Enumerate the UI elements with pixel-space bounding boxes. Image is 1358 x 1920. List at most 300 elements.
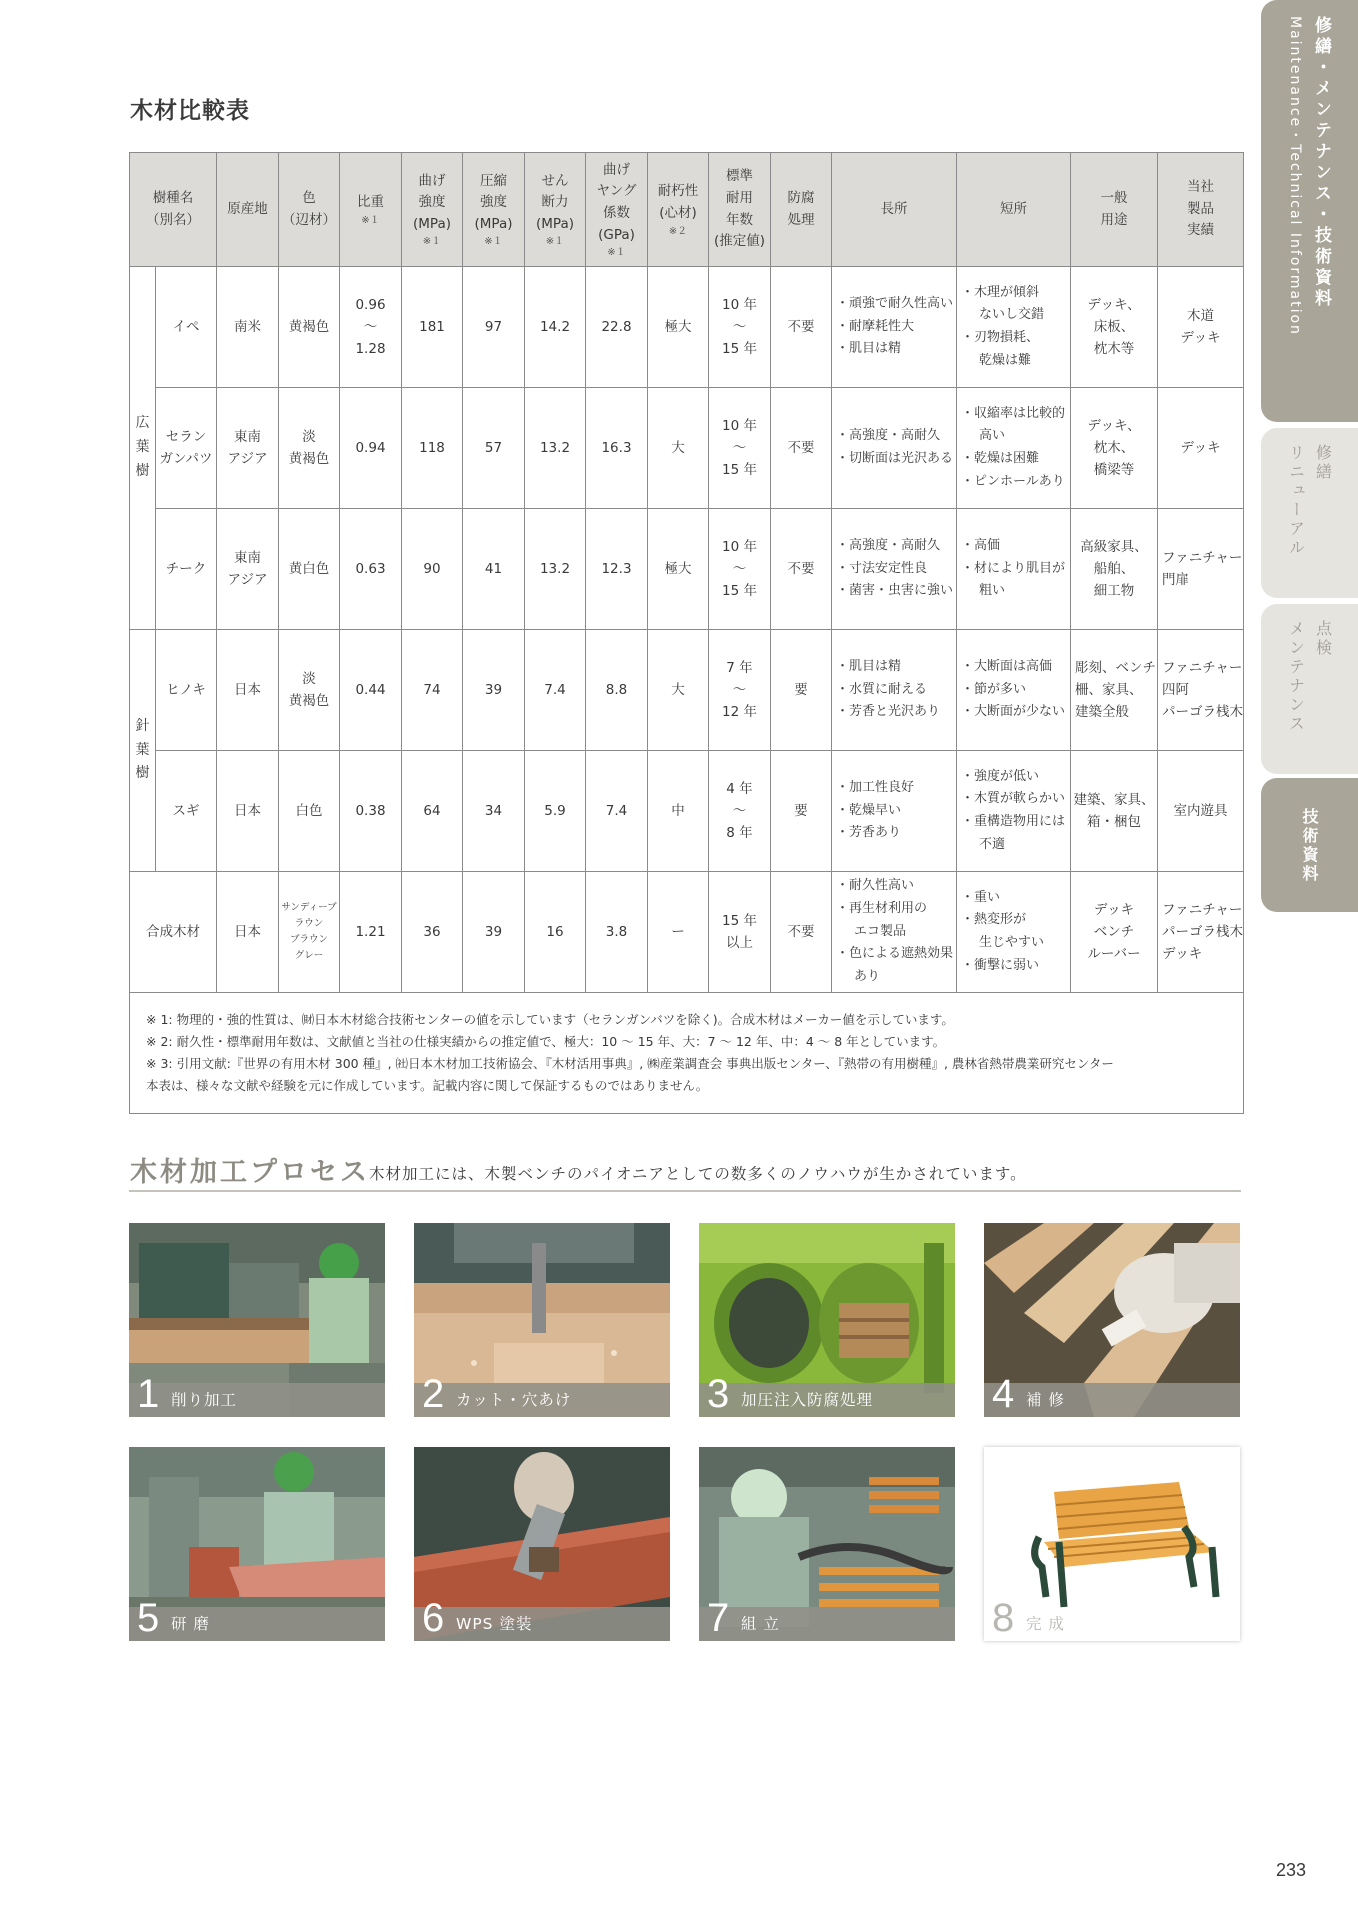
- preservative: 要: [771, 630, 832, 751]
- general-uses: [1071, 267, 1158, 388]
- cell-line: あり: [854, 969, 881, 985]
- note-4: 本表は、様々な文献や経験を元に作成しています。記載内容に関して保証するものではありません。: [146, 1077, 709, 1093]
- cell-line: デッキ: [1162, 946, 1203, 963]
- cell-line: グレー: [294, 950, 324, 962]
- process-photo-coating: [414, 1447, 670, 1641]
- header-line: (MPa): [536, 215, 574, 232]
- cell-line: ・大断面が少ない: [961, 704, 1066, 720]
- step-label: 組 立: [741, 1615, 780, 1633]
- gravity: [340, 388, 402, 509]
- cell-line: 生じやすい: [979, 935, 1045, 950]
- category-char: 葉: [135, 741, 150, 758]
- cell-line: 7 年: [726, 659, 753, 676]
- cell-line: 床板、: [1093, 318, 1135, 335]
- cell-line: 高級家具、: [1080, 538, 1148, 555]
- bending-value: 74: [402, 630, 463, 751]
- cell-line: ・色による遮熱効果: [836, 946, 954, 962]
- category-char: 葉: [135, 439, 150, 456]
- header-shear: [525, 153, 586, 267]
- tab-label: メンテナンス: [1286, 620, 1306, 734]
- cell-line: 15 年: [722, 912, 757, 929]
- header-line: 樹種名: [152, 189, 194, 206]
- step-label: 補 修: [1026, 1391, 1065, 1409]
- cell-line: ・耐久性高い: [836, 878, 915, 894]
- cell-line: アジア: [227, 451, 268, 467]
- company-record: [1158, 509, 1244, 630]
- wood-comparison-table: [129, 152, 1244, 1114]
- cell-line: 0.94: [355, 439, 386, 456]
- tab-title: 修繕・メンテナンス・技術資料: [1311, 16, 1331, 310]
- cell-line: セラン: [165, 428, 207, 445]
- cell-line: ・重い: [961, 889, 1001, 905]
- cell-line: 橋梁等: [1093, 462, 1135, 479]
- cell-line: ・再生材利用の: [836, 900, 928, 916]
- cell-line: 高い: [979, 428, 1006, 444]
- service-life: [709, 751, 771, 872]
- wood-color: [279, 509, 340, 630]
- cell-line: 合成木材: [146, 923, 200, 940]
- cell-line: ・肌目は精: [836, 341, 902, 357]
- header-line: 実績: [1187, 222, 1214, 239]
- cell-line: デッキ: [1180, 439, 1221, 456]
- cell-line: 白色: [295, 802, 323, 819]
- cell-line: スギ: [172, 802, 200, 819]
- origin: [217, 630, 279, 751]
- decay-value: 大: [648, 388, 709, 509]
- compress-value: 97: [463, 267, 525, 388]
- merits: [832, 872, 957, 993]
- cell-line: 細工物: [1093, 583, 1135, 600]
- header-line: (推定値): [713, 233, 766, 250]
- preservative: 要: [771, 751, 832, 872]
- cell-line: 以上: [726, 935, 753, 951]
- step-number: 3: [707, 1372, 730, 1416]
- cell-line: ・強度が低い: [961, 768, 1040, 784]
- cell-line: 日本: [234, 681, 261, 698]
- cell-line: ・乾燥早い: [836, 802, 902, 818]
- cell-line: 粗い: [979, 583, 1006, 599]
- cell-line: ・加工性良好: [836, 779, 915, 795]
- wood-color: [279, 751, 340, 872]
- process-photo-repair: [984, 1223, 1240, 1417]
- wood-color: [279, 872, 340, 993]
- shear-value: 5.9: [525, 751, 586, 872]
- tab-renewal[interactable]: [1261, 428, 1358, 598]
- general-uses: [1071, 388, 1158, 509]
- company-record: [1158, 630, 1244, 751]
- species-name: [156, 267, 217, 388]
- process-header: [129, 1150, 1241, 1192]
- cell-line: ～: [732, 439, 747, 456]
- origin: [217, 509, 279, 630]
- tab-label-small: 修繕: [1313, 444, 1333, 482]
- step-caption: [414, 1372, 670, 1417]
- gravity: [340, 630, 402, 751]
- demerits: [957, 630, 1071, 751]
- step-number: 8: [992, 1596, 1015, 1640]
- species-name: [156, 388, 217, 509]
- bending-value: 36: [402, 872, 463, 993]
- cell-line: 15 年: [722, 583, 757, 600]
- young-value: 7.4: [586, 751, 648, 872]
- cell-line: ヒノキ: [166, 681, 206, 698]
- cell-line: 東南: [234, 428, 261, 445]
- cell-line: 黄白色: [288, 560, 330, 577]
- header-line: 比重: [357, 194, 384, 211]
- header-preserve: [771, 153, 832, 267]
- header-line: (MPa): [474, 215, 513, 232]
- cell-line: 10 年: [722, 538, 757, 555]
- cell-line: 枕木等: [1093, 341, 1135, 358]
- merits: [832, 751, 957, 872]
- species-name: [156, 630, 217, 751]
- young-value: 12.3: [586, 509, 648, 630]
- shear-value: 13.2: [525, 388, 586, 509]
- cell-line: ・芳香と光沢あり: [836, 704, 941, 720]
- cell-line: ・重構造物用には: [961, 814, 1066, 829]
- header-decay: [648, 153, 709, 267]
- cell-line: 0.96: [355, 296, 386, 313]
- cell-line: サンディーブラウン: [281, 901, 337, 929]
- gravity: [340, 872, 402, 993]
- young-value: 16.3: [586, 388, 648, 509]
- step-number: 7: [707, 1596, 730, 1640]
- table-notes: [130, 993, 1244, 1114]
- company-record: [1158, 872, 1244, 993]
- step-label: 研 磨: [171, 1615, 210, 1633]
- origin: [217, 751, 279, 872]
- cell-line: ・水質に耐える: [836, 681, 928, 697]
- preservative: 不要: [771, 267, 832, 388]
- table-row: [130, 388, 1244, 509]
- cell-line: 8 年: [726, 825, 753, 842]
- cell-line: ～: [732, 560, 747, 577]
- gravity: [340, 267, 402, 388]
- cell-line: 黄褐色: [288, 318, 330, 335]
- header-color: [279, 153, 340, 267]
- species-name: [156, 751, 217, 872]
- header-line: (心材): [659, 205, 697, 221]
- cell-line: 南米: [234, 318, 261, 335]
- cell-line: 柵、家具、: [1075, 681, 1143, 698]
- note-3: ※ 3: 引用文献:『世界の有用木材 300 種』, ㈳日本木材加工技術協会、『木材活用事典』, ㈱産業調査会 事典出版センター、『熱帯の有用樹種』, 農林省熱帯農業研究センター: [146, 1055, 1114, 1071]
- species-name: [130, 872, 217, 993]
- merits: [832, 388, 957, 509]
- decay-value: ー: [648, 872, 709, 993]
- wood-color: [279, 388, 340, 509]
- shear-value: 16: [525, 872, 586, 993]
- general-uses: [1071, 630, 1158, 751]
- process-photo-pressure-treatment: [699, 1223, 955, 1417]
- step-number: 2: [422, 1372, 445, 1416]
- cell-line: ・高価: [961, 537, 1001, 553]
- header-line: 製品: [1187, 200, 1214, 217]
- tab-maintenance[interactable]: [1261, 604, 1358, 774]
- header-line: （別名）: [146, 211, 200, 228]
- service-life: [709, 388, 771, 509]
- process-title: 木材加工プロセス: [130, 1157, 370, 1188]
- step-number: 4: [992, 1372, 1015, 1416]
- cell-line: ～: [732, 681, 747, 698]
- tab-technical-data[interactable]: [1261, 778, 1358, 912]
- cell-line: ブラウン: [289, 934, 328, 945]
- page-number: 233: [1276, 1860, 1307, 1880]
- cell-line: 船舶、: [1093, 560, 1135, 577]
- table-title: 木材比較表: [130, 98, 250, 124]
- header-line: 一般: [1100, 189, 1128, 206]
- cell-line: デッキ、: [1087, 417, 1141, 434]
- cell-line: 0.63: [355, 560, 386, 577]
- process-photo-complete: [984, 1447, 1240, 1641]
- header-line: せん: [541, 172, 569, 189]
- wood-color: [279, 630, 340, 751]
- cell-line: 黄褐色: [288, 693, 330, 709]
- tab-subtitle: Maintenance・Technical Information: [1287, 16, 1303, 336]
- step-number: 6: [422, 1596, 445, 1640]
- header-line: 曲げ: [418, 172, 446, 189]
- process-photo-planing: [129, 1223, 385, 1417]
- species-name: [156, 509, 217, 630]
- header-line: (GPa): [598, 226, 635, 243]
- header-line: 色: [302, 189, 316, 206]
- cell-line: ・切断面は光沢ある: [836, 451, 954, 466]
- header-line: ※１: [545, 236, 565, 248]
- header-line: 当社: [1187, 179, 1214, 196]
- category-conifer: [130, 630, 156, 872]
- cell-line: 乾燥は難: [979, 352, 1032, 368]
- origin: [217, 267, 279, 388]
- gravity: [340, 509, 402, 630]
- table-row: [130, 751, 1244, 872]
- cell-line: ・熱変形が: [961, 912, 1027, 928]
- header-merits: 長所: [832, 153, 957, 267]
- cell-line: デッキ: [1180, 330, 1221, 346]
- demerits: [957, 872, 1071, 993]
- cell-line: エコ製品: [854, 923, 907, 939]
- header-compress: [463, 153, 525, 267]
- cell-line: 室内遊具: [1173, 802, 1228, 819]
- step-caption: [699, 1372, 955, 1417]
- origin: [217, 388, 279, 509]
- cell-line: 建築全般: [1075, 704, 1129, 721]
- origin: [217, 872, 279, 993]
- cell-line: ～: [732, 318, 747, 335]
- cell-line: ～: [732, 802, 747, 819]
- decay-value: 極大: [648, 509, 709, 630]
- cell-line: 建築、家具、: [1073, 791, 1155, 808]
- cell-line: ・ピンホールあり: [961, 473, 1065, 489]
- cell-line: 0.38: [355, 802, 386, 819]
- cell-line: 四阿: [1162, 681, 1189, 698]
- cell-line: 15 年: [722, 341, 757, 358]
- shear-value: 7.4: [525, 630, 586, 751]
- header-origin: 原産地: [217, 153, 279, 267]
- header-line: 用途: [1100, 211, 1128, 228]
- cell-line: 10 年: [722, 296, 757, 313]
- general-uses: [1071, 872, 1158, 993]
- process-photo-cutting: [414, 1223, 670, 1417]
- note-1: ※ 1: 物理的・強的性質は、㈶日本木材総合技術センターの値を示しています（セランガンバツを除く)。合成木材はメーカー値を示しています。: [146, 1012, 954, 1027]
- cell-line: ・頑強で耐久性高い: [836, 295, 954, 311]
- header-line: (MPa): [413, 215, 451, 232]
- header-line: ※１: [361, 214, 380, 226]
- process-photo-sanding: [129, 1447, 385, 1641]
- cell-line: 0.44: [355, 681, 386, 698]
- header-line: 圧縮: [480, 172, 507, 189]
- cell-line: ・大断面は高価: [961, 658, 1053, 674]
- cell-line: ～: [363, 318, 378, 335]
- header-line: ヤング: [596, 183, 637, 200]
- merits: [832, 267, 957, 388]
- step-caption: [129, 1372, 385, 1417]
- cell-line: アジア: [227, 572, 268, 588]
- header-line: 耐用: [726, 189, 753, 206]
- cell-line: 15 年: [722, 462, 757, 479]
- cell-line: 不適: [979, 836, 1006, 852]
- cell-line: 彫刻、ベンチ: [1075, 659, 1156, 676]
- young-value: 22.8: [586, 267, 648, 388]
- demerits: [957, 751, 1071, 872]
- cell-line: ガンパツ: [159, 451, 213, 467]
- category-char: 針: [135, 717, 150, 734]
- cell-line: 箱・梱包: [1087, 814, 1141, 830]
- merits: [832, 630, 957, 751]
- header-uses: [1071, 153, 1158, 267]
- company-record: [1158, 267, 1244, 388]
- shear-value: 14.2: [525, 267, 586, 388]
- cell-line: 1.21: [355, 923, 386, 940]
- compress-value: 41: [463, 509, 525, 630]
- step-label: 完 成: [1026, 1615, 1065, 1633]
- header-line: 処理: [787, 211, 815, 228]
- cell-line: 日本: [234, 802, 261, 819]
- cell-line: チーク: [165, 560, 207, 577]
- bending-value: 118: [402, 388, 463, 509]
- cell-line: ・衝撃に弱い: [961, 957, 1040, 973]
- decay-value: 中: [648, 751, 709, 872]
- cell-line: 枕木、: [1093, 439, 1135, 456]
- tab-label: 技術資料: [1300, 808, 1319, 884]
- wood-color: [279, 267, 340, 388]
- cell-line: ・乾燥は困難: [961, 451, 1040, 466]
- cell-line: ・高強度・高耐久: [836, 537, 941, 553]
- header-life: [709, 153, 771, 267]
- demerits: [957, 267, 1071, 388]
- bending-value: 181: [402, 267, 463, 388]
- header-line: 強度: [480, 194, 507, 211]
- cell-line: ・肌目は精: [836, 658, 902, 674]
- cell-line: ・節が多い: [961, 681, 1027, 697]
- tab-label-small: 点検: [1313, 620, 1333, 658]
- table-row: [130, 630, 1244, 751]
- process-photo-assembly: [699, 1447, 955, 1641]
- bending-value: 90: [402, 509, 463, 630]
- category-char: 樹: [135, 462, 150, 479]
- header-line: ※１: [422, 236, 442, 248]
- cell-line: ・芳香あり: [836, 825, 902, 841]
- cell-line: ・木理が傾斜: [961, 284, 1040, 300]
- header-line: ※２: [668, 225, 688, 237]
- header-line: 耐朽性: [657, 183, 699, 200]
- compress-value: 57: [463, 388, 525, 509]
- cell-line: 東南: [234, 549, 261, 566]
- cell-line: 4 年: [726, 780, 753, 797]
- cell-line: 木道: [1187, 307, 1214, 324]
- cell-line: ファニチャー: [1162, 549, 1243, 566]
- cell-line: ・菌害・虫害に強い: [836, 583, 954, 599]
- cell-line: ルーバー: [1087, 946, 1141, 963]
- cell-line: ・収縮率は比較的: [961, 405, 1066, 421]
- category-broadleaf: [130, 267, 156, 630]
- cell-line: イペ: [172, 318, 200, 335]
- cell-line: ベンチ: [1093, 923, 1135, 940]
- step-caption: [984, 1372, 1240, 1417]
- compress-value: 34: [463, 751, 525, 872]
- merits: [832, 509, 957, 630]
- service-life: [709, 267, 771, 388]
- step-number: 5: [137, 1596, 160, 1640]
- table-row: [130, 509, 1244, 630]
- cell-line: 黄褐色: [288, 451, 330, 467]
- step-caption: [414, 1596, 670, 1641]
- cell-line: 淡: [302, 670, 316, 687]
- header-demerits: 短所: [957, 153, 1071, 267]
- decay-value: 大: [648, 630, 709, 751]
- header-line: ※１: [484, 236, 503, 248]
- cell-line: ・耐摩耗性大: [836, 318, 915, 334]
- cell-line: ファニチャー: [1162, 659, 1243, 676]
- company-record: [1158, 751, 1244, 872]
- cell-line: ないし交錯: [979, 307, 1045, 323]
- header-line: 防腐: [787, 189, 815, 206]
- cell-line: ・材により肌目が: [961, 560, 1066, 576]
- step-caption: [129, 1596, 385, 1641]
- demerits: [957, 388, 1071, 509]
- step-label: 加圧注入防腐処理: [741, 1391, 874, 1409]
- young-value: 3.8: [586, 872, 648, 993]
- category-char: 広: [135, 415, 150, 432]
- cell-line: 日本: [234, 923, 261, 940]
- cell-line: ・高強度・高耐久: [836, 428, 941, 444]
- header-species: [130, 153, 217, 267]
- preservative: 不要: [771, 872, 832, 993]
- cell-line: 10 年: [722, 417, 757, 434]
- header-line: 年数: [726, 211, 753, 228]
- general-uses: [1071, 751, 1158, 872]
- header-bending: [402, 153, 463, 267]
- cell-line: デッキ: [1093, 901, 1135, 918]
- company-record: [1158, 388, 1244, 509]
- step-number: 1: [137, 1372, 160, 1416]
- step-label: WPS 塗装: [456, 1615, 533, 1633]
- service-life: [709, 872, 771, 993]
- cell-line: ・木質が軟らかい: [961, 791, 1066, 807]
- compress-value: 39: [463, 630, 525, 751]
- cell-line: パーゴラ桟木: [1162, 704, 1243, 721]
- service-life: [709, 630, 771, 751]
- preservative: 不要: [771, 509, 832, 630]
- note-2: ※ 2: 耐久性・標準耐用年数は、文献値と当社の仕様実績からの推定値で、極大：10 ～ 15 年、大：7 ～ 12 年、中：4 ～ 8 年としています。: [146, 1033, 946, 1049]
- young-value: 8.8: [586, 630, 648, 751]
- process-subtitle: 木材加工には、木製ベンチのパイオニアとしての数多くのノウハウが生かされています。: [369, 1165, 1027, 1183]
- cell-line: ・刃物損耗、: [961, 330, 1040, 345]
- step-label: 削り加工: [171, 1391, 238, 1409]
- cell-line: デッキ、: [1087, 296, 1141, 313]
- compress-value: 39: [463, 872, 525, 993]
- tab-maintenance-technical[interactable]: [1261, 0, 1358, 422]
- shear-value: 13.2: [525, 509, 586, 630]
- service-life: [709, 509, 771, 630]
